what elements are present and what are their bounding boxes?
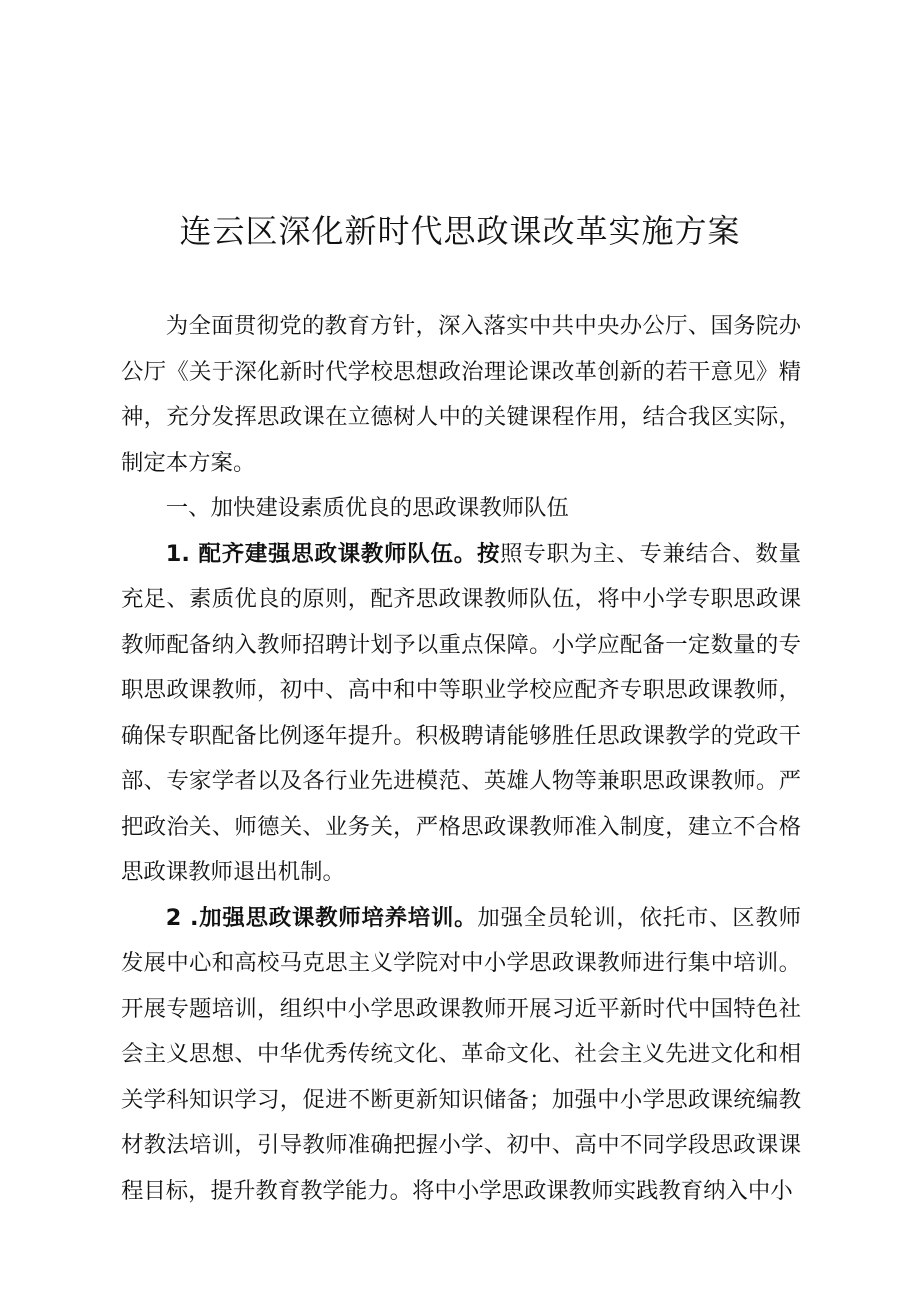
item-2-text: 加强全员轮训，依托市、区教师发展中心和高校马克思主义学院对中小学思政课教师进行集中培训。开展专题培训，组织中小学思政课教师开展习近平新时代中国特色社会主义思想、中华优秀传统文化、革命文化、社会主义先进文化和相关学科知识学习，促进不断更新知识储备；加强中小学思政课统编教材教法培训，引导教师准确把握小学、初中、高中不同学段思政课课程目标，提升教育教学能力。将中小学思政课教师实践教育纳入中小 [121, 904, 801, 1204]
item-1-lead: 1. 配齐建强思政课教师队伍。按 [165, 540, 501, 567]
document-title: 连云区深化新时代思政课改革实施方案 [179, 212, 741, 250]
document-body [121, 304, 801, 1214]
intro-paragraph: 为全面贯彻党的教育方针，深入落实中共中央办公厅、国务院办公厅《关于深化新时代学校思想政治理论课改革创新的若干意见》精神，充分发挥思政课在立德树人中的关键课程作用，结合我区实际，制定本方案。 [121, 313, 801, 476]
item-1-text: 照专职为主、专兼结合、数量充足、素质优良的原则，配齐思政课教师队伍，将中小学专职思政课教师配备纳入教师招聘计划予以重点保障。小学应配备一定数量的专职思政课教师，初中、高中和中等职业学校应配齐专职思政课教师，确保专职配备比例逐年提升。积极聘请能够胜任思政课教学的党政干部、专家学者以及各行业先进模范、英雄人物等兼职思政课教师。严把政治关、师德关、业务关，严格思政课教师准入制度，建立不合格思政课教师退出机制。 [121, 540, 801, 885]
item-1-paragraph [121, 532, 801, 896]
section-heading: 一、加快建设素质优良的思政课教师队伍 [165, 495, 569, 521]
item-2-paragraph [121, 896, 801, 1215]
item-2-lead: 2 .加强思政课教师培养培训。 [165, 904, 478, 931]
